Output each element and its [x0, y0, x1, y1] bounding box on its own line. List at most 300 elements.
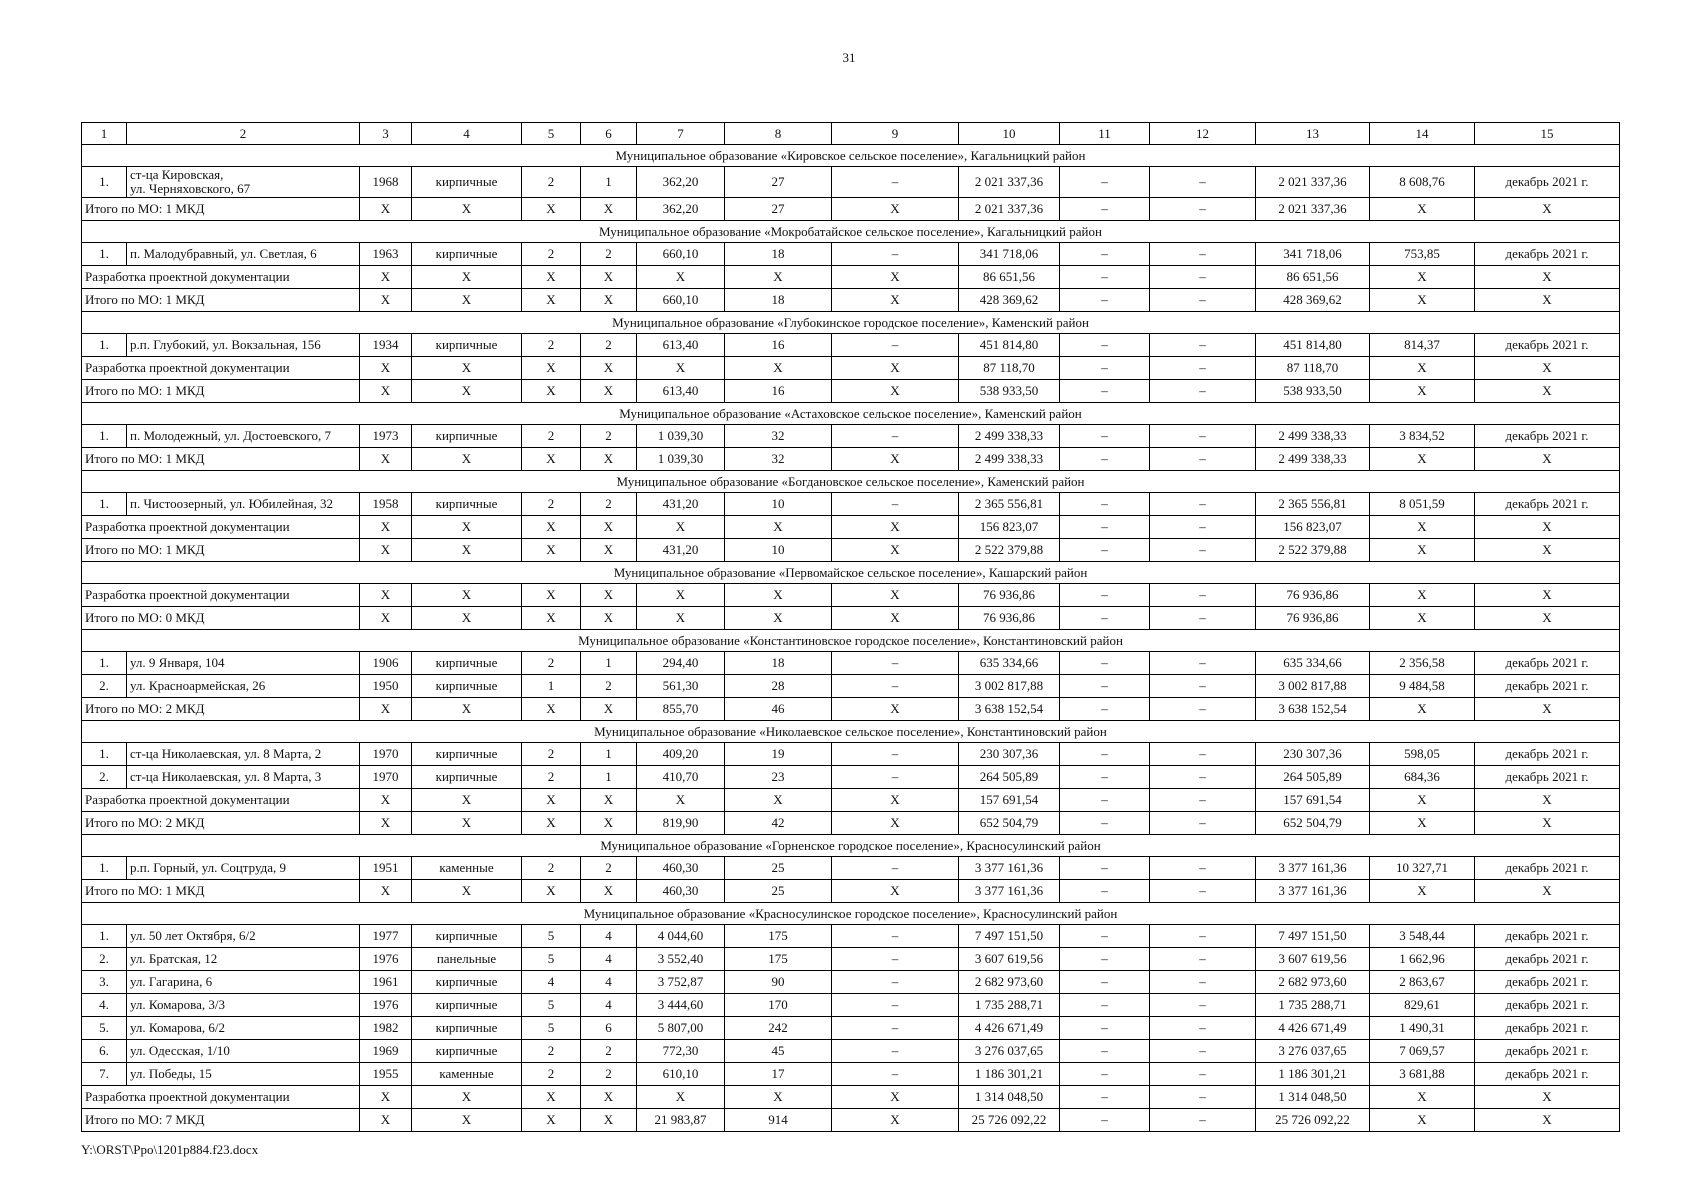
column-number-cell: 12 — [1150, 123, 1256, 145]
table-cell: 242 — [725, 1017, 832, 1040]
table-cell: кирпичные — [412, 925, 522, 948]
column-number-cell: 2 — [127, 123, 360, 145]
table-cell: – — [1060, 698, 1150, 721]
table-cell: – — [1060, 167, 1150, 198]
table-cell: X — [1475, 584, 1620, 607]
column-number-cell: 5 — [522, 123, 581, 145]
summary-row — [82, 266, 1620, 289]
table-cell: 18 — [725, 652, 832, 675]
table-cell: 2 021 337,36 — [959, 167, 1060, 198]
table-cell: 3 377 161,36 — [1256, 857, 1370, 880]
table-cell: – — [1150, 198, 1256, 221]
table-cell: 45 — [725, 1040, 832, 1063]
table-cell: 170 — [725, 994, 832, 1017]
table-cell: 7 497 151,50 — [959, 925, 1060, 948]
row-number: 1. — [82, 167, 127, 198]
table-cell: 613,40 — [637, 334, 725, 357]
table-cell: – — [1060, 584, 1150, 607]
table-cell: 598,05 — [1370, 743, 1475, 766]
table-cell: X — [581, 357, 637, 380]
building-row — [82, 652, 1620, 675]
table-cell: X — [725, 789, 832, 812]
municipality-heading-row — [82, 471, 1620, 493]
table-cell: X — [412, 448, 522, 471]
table-cell: – — [832, 766, 959, 789]
table-cell: 829,61 — [1370, 994, 1475, 1017]
table-cell: 410,70 — [637, 766, 725, 789]
table-cell: 3 552,40 — [637, 948, 725, 971]
summary-label: Разработка проектной документации — [82, 1086, 360, 1109]
table-cell: 2 — [522, 652, 581, 675]
table-cell: X — [581, 289, 637, 312]
table-cell: 1958 — [360, 493, 412, 516]
table-cell: – — [832, 652, 959, 675]
table-cell: X — [725, 1086, 832, 1109]
table-cell: – — [1060, 448, 1150, 471]
table-cell: X — [360, 266, 412, 289]
table-cell: – — [1060, 1040, 1150, 1063]
table-cell: 175 — [725, 948, 832, 971]
column-number-cell: 6 — [581, 123, 637, 145]
table-cell: 230 307,36 — [959, 743, 1060, 766]
table-cell: 32 — [725, 425, 832, 448]
building-row — [82, 334, 1620, 357]
table-cell: – — [1060, 357, 1150, 380]
building-address: ул. 9 Января, 104 — [127, 652, 360, 675]
table-cell: X — [522, 607, 581, 630]
column-number-cell: 14 — [1370, 123, 1475, 145]
table-cell: 18 — [725, 289, 832, 312]
table-cell: X — [581, 448, 637, 471]
table-cell: – — [1150, 971, 1256, 994]
table-cell: X — [522, 880, 581, 903]
row-number: 3. — [82, 971, 127, 994]
table-cell: 87 118,70 — [1256, 357, 1370, 380]
table-cell: X — [637, 357, 725, 380]
table-cell: 1 039,30 — [637, 425, 725, 448]
table-cell: 4 — [581, 994, 637, 1017]
table-cell: X — [360, 880, 412, 903]
table-cell: 5 — [522, 925, 581, 948]
table-cell: X — [412, 266, 522, 289]
table-cell: панельные — [412, 948, 522, 971]
table-cell: X — [360, 448, 412, 471]
table-cell: – — [832, 243, 959, 266]
table-cell: – — [1150, 539, 1256, 562]
summary-label: Итого по МО: 1 МКД — [82, 880, 360, 903]
table-cell: кирпичные — [412, 652, 522, 675]
table-cell: X — [832, 1109, 959, 1132]
table-cell: – — [1150, 925, 1256, 948]
table-cell: 814,37 — [1370, 334, 1475, 357]
table-cell: 2 — [581, 493, 637, 516]
table-cell: 1934 — [360, 334, 412, 357]
table-cell: X — [522, 1086, 581, 1109]
building-address: ул. Комарова, 3/3 — [127, 994, 360, 1017]
table-cell: – — [1060, 1063, 1150, 1086]
table-cell: 753,85 — [1370, 243, 1475, 266]
building-row — [82, 925, 1620, 948]
table-cell: 2 522 379,88 — [959, 539, 1060, 562]
table-cell: X — [522, 812, 581, 835]
table-cell: 16 — [725, 334, 832, 357]
summary-row — [82, 448, 1620, 471]
table-cell: – — [1150, 289, 1256, 312]
table-cell: 2 365 556,81 — [959, 493, 1060, 516]
table-cell: X — [1370, 880, 1475, 903]
municipality-title: Муниципальное образование «Красносулинское городское поселение», Красносулинский район — [82, 903, 1620, 925]
table-cell: 7 069,57 — [1370, 1040, 1475, 1063]
column-number-row — [82, 123, 1620, 145]
building-address: п. Малодубравный, ул. Светлая, 6 — [127, 243, 360, 266]
table-cell: X — [1370, 516, 1475, 539]
table-cell: – — [1060, 925, 1150, 948]
table-cell: 4 044,60 — [637, 925, 725, 948]
table-cell: 2 — [581, 425, 637, 448]
table-cell: X — [360, 812, 412, 835]
summary-label: Итого по МО: 2 МКД — [82, 812, 360, 835]
table-cell: 3 681,88 — [1370, 1063, 1475, 1086]
table-cell: X — [522, 289, 581, 312]
page-number: 31 — [842, 50, 856, 65]
table-cell: X — [360, 289, 412, 312]
table-cell: 3 276 037,65 — [959, 1040, 1060, 1063]
column-number-cell: 4 — [412, 123, 522, 145]
summary-row — [82, 607, 1620, 630]
table-cell: X — [1475, 380, 1620, 403]
table-cell: X — [725, 266, 832, 289]
table-cell: 5 — [522, 994, 581, 1017]
row-number: 1. — [82, 925, 127, 948]
table-cell: X — [832, 448, 959, 471]
table-cell: 2 — [581, 243, 637, 266]
table-cell: X — [581, 1086, 637, 1109]
table-cell: X — [725, 607, 832, 630]
table-cell: – — [1150, 1063, 1256, 1086]
table-cell: 1 — [581, 766, 637, 789]
table-cell: X — [832, 289, 959, 312]
table-cell: кирпичные — [412, 766, 522, 789]
table-cell: 3 548,44 — [1370, 925, 1475, 948]
table-cell: X — [581, 607, 637, 630]
table-cell: X — [832, 880, 959, 903]
table-cell: X — [1370, 289, 1475, 312]
row-number: 2. — [82, 675, 127, 698]
table-cell: декабрь 2021 г. — [1475, 334, 1620, 357]
table-cell: 2 — [522, 743, 581, 766]
table-cell: X — [1370, 539, 1475, 562]
table-cell: 460,30 — [637, 880, 725, 903]
table-cell: 10 327,71 — [1370, 857, 1475, 880]
table-cell: – — [1060, 380, 1150, 403]
table-cell: X — [1370, 198, 1475, 221]
summary-row — [82, 357, 1620, 380]
table-cell: 341 718,06 — [1256, 243, 1370, 266]
building-row — [82, 971, 1620, 994]
table-cell: – — [1060, 243, 1150, 266]
table-cell: – — [1150, 607, 1256, 630]
table-cell: 2 499 338,33 — [959, 425, 1060, 448]
row-number: 6. — [82, 1040, 127, 1063]
row-number: 1. — [82, 334, 127, 357]
table-cell: X — [412, 357, 522, 380]
table-cell: декабрь 2021 г. — [1475, 1040, 1620, 1063]
table-cell: 156 823,07 — [1256, 516, 1370, 539]
table-cell: X — [522, 380, 581, 403]
table-cell: X — [360, 516, 412, 539]
table-cell: – — [1060, 789, 1150, 812]
table-cell: X — [412, 198, 522, 221]
table-cell: X — [1475, 789, 1620, 812]
table-cell: 914 — [725, 1109, 832, 1132]
table-cell: 1951 — [360, 857, 412, 880]
summary-row — [82, 698, 1620, 721]
building-row — [82, 743, 1620, 766]
building-row — [82, 1063, 1620, 1086]
table-cell: 362,20 — [637, 198, 725, 221]
table-cell: 10 — [725, 493, 832, 516]
municipality-title: Муниципальное образование «Константиновское городское поселение», Константиновский район — [82, 630, 1620, 652]
building-row — [82, 1017, 1620, 1040]
table-cell: X — [360, 198, 412, 221]
table-cell: 1982 — [360, 1017, 412, 1040]
summary-row — [82, 1086, 1620, 1109]
table-cell: X — [581, 880, 637, 903]
table-cell: 76 936,86 — [959, 584, 1060, 607]
table-cell: кирпичные — [412, 425, 522, 448]
table-cell: 264 505,89 — [959, 766, 1060, 789]
building-row — [82, 994, 1620, 1017]
table-cell: – — [1060, 743, 1150, 766]
table-cell: – — [1150, 266, 1256, 289]
table-cell: каменные — [412, 857, 522, 880]
row-number: 1. — [82, 857, 127, 880]
table-cell: 25 — [725, 857, 832, 880]
table-cell: 4 426 671,49 — [1256, 1017, 1370, 1040]
table-cell: кирпичные — [412, 994, 522, 1017]
table-cell: 2 522 379,88 — [1256, 539, 1370, 562]
table-cell: 2 — [522, 425, 581, 448]
table-cell: X — [581, 584, 637, 607]
table-cell: декабрь 2021 г. — [1475, 425, 1620, 448]
building-row — [82, 493, 1620, 516]
summary-row — [82, 584, 1620, 607]
table-cell: 1976 — [360, 994, 412, 1017]
table-cell: X — [1475, 357, 1620, 380]
table-cell: 3 377 161,36 — [1256, 880, 1370, 903]
row-number: 1. — [82, 493, 127, 516]
table-cell: кирпичные — [412, 675, 522, 698]
table-cell: – — [832, 925, 959, 948]
table-cell: 3 002 817,88 — [959, 675, 1060, 698]
table-cell: 294,40 — [637, 652, 725, 675]
summary-label: Итого по МО: 7 МКД — [82, 1109, 360, 1132]
table-cell: 2 — [581, 675, 637, 698]
table-cell: 1963 — [360, 243, 412, 266]
table-cell: X — [832, 584, 959, 607]
summary-label: Итого по МО: 0 МКД — [82, 607, 360, 630]
table-cell: 264 505,89 — [1256, 766, 1370, 789]
column-number-cell: 15 — [1475, 123, 1620, 145]
table-cell: 3 377 161,36 — [959, 857, 1060, 880]
table-cell: X — [412, 1086, 522, 1109]
table-cell: X — [360, 380, 412, 403]
table-cell: X — [522, 698, 581, 721]
building-address: п. Молодежный, ул. Достоевского, 7 — [127, 425, 360, 448]
table-cell: 76 936,86 — [959, 607, 1060, 630]
table-cell: – — [832, 1040, 959, 1063]
table-cell: 3 276 037,65 — [1256, 1040, 1370, 1063]
table-cell: 3 638 152,54 — [1256, 698, 1370, 721]
column-number-cell: 3 — [360, 123, 412, 145]
table-cell: X — [637, 1086, 725, 1109]
table-cell: – — [832, 167, 959, 198]
table-cell: 1 735 288,71 — [959, 994, 1060, 1017]
table-cell: X — [1370, 380, 1475, 403]
table-cell: 613,40 — [637, 380, 725, 403]
table-cell: 1 314 048,50 — [1256, 1086, 1370, 1109]
summary-row — [82, 380, 1620, 403]
municipality-heading-row — [82, 562, 1620, 584]
table-cell: X — [725, 357, 832, 380]
table-cell: X — [412, 1109, 522, 1132]
column-number-cell: 8 — [725, 123, 832, 145]
table-cell: 4 — [581, 948, 637, 971]
table-cell: 3 444,60 — [637, 994, 725, 1017]
table-cell: 32 — [725, 448, 832, 471]
table-cell: 362,20 — [637, 167, 725, 198]
table-cell: 25 726 092,22 — [1256, 1109, 1370, 1132]
table-cell: 2 021 337,36 — [1256, 167, 1370, 198]
table-cell: – — [832, 857, 959, 880]
table-cell: 1906 — [360, 652, 412, 675]
table-cell: – — [1150, 493, 1256, 516]
table-cell: X — [637, 584, 725, 607]
table-cell: – — [1060, 766, 1150, 789]
summary-label: Разработка проектной документации — [82, 584, 360, 607]
municipality-title: Муниципальное образование «Горненское городское поселение», Красносулинский район — [82, 835, 1620, 857]
table-cell: X — [581, 1109, 637, 1132]
table-cell: 157 691,54 — [1256, 789, 1370, 812]
municipality-title: Муниципальное образование «Богдановское сельское поселение», Каменский район — [82, 471, 1620, 493]
table-cell: кирпичные — [412, 1017, 522, 1040]
table-cell: 635 334,66 — [1256, 652, 1370, 675]
summary-row — [82, 198, 1620, 221]
municipality-title: Муниципальное образование «Кировское сельское поселение», Кагальницкий район — [82, 145, 1620, 167]
building-row — [82, 1040, 1620, 1063]
table-cell: X — [1370, 1109, 1475, 1132]
table-cell: – — [1150, 698, 1256, 721]
table-cell: – — [832, 1017, 959, 1040]
table-cell: X — [522, 266, 581, 289]
table-cell: 3 607 619,56 — [959, 948, 1060, 971]
table-cell: – — [832, 493, 959, 516]
table-cell: 819,90 — [637, 812, 725, 835]
table-cell: 1 314 048,50 — [959, 1086, 1060, 1109]
table-cell: 76 936,86 — [1256, 607, 1370, 630]
table-cell: – — [1150, 743, 1256, 766]
building-address: ст-ца Николаевская, ул. 8 Марта, 3 — [127, 766, 360, 789]
table-cell: X — [412, 880, 522, 903]
table-cell: X — [360, 607, 412, 630]
table-cell: кирпичные — [412, 243, 522, 266]
building-address: р.п. Глубокий, ул. Вокзальная, 156 — [127, 334, 360, 357]
table-cell: 2 — [522, 1040, 581, 1063]
table-cell: 76 936,86 — [1256, 584, 1370, 607]
table-cell: 1 490,31 — [1370, 1017, 1475, 1040]
table-cell: 1 735 288,71 — [1256, 994, 1370, 1017]
table-cell: 2 — [522, 167, 581, 198]
table-cell: X — [1370, 812, 1475, 835]
row-number: 7. — [82, 1063, 127, 1086]
table-cell: декабрь 2021 г. — [1475, 766, 1620, 789]
table-cell: – — [832, 743, 959, 766]
table-cell: 2 — [522, 857, 581, 880]
table-cell: 2 021 337,36 — [959, 198, 1060, 221]
table-cell: 5 — [522, 1017, 581, 1040]
table-cell: X — [412, 584, 522, 607]
summary-label: Итого по МО: 1 МКД — [82, 539, 360, 562]
table-cell: – — [1060, 1109, 1150, 1132]
table-cell: декабрь 2021 г. — [1475, 167, 1620, 198]
building-row — [82, 675, 1620, 698]
table-cell: X — [522, 789, 581, 812]
table-cell: – — [1060, 289, 1150, 312]
table-cell: 660,10 — [637, 289, 725, 312]
summary-row — [82, 539, 1620, 562]
table-cell: X — [1475, 448, 1620, 471]
summary-label: Разработка проектной документации — [82, 789, 360, 812]
building-address: ул. Одесская, 1/10 — [127, 1040, 360, 1063]
table-cell: – — [1150, 789, 1256, 812]
table-cell: кирпичные — [412, 334, 522, 357]
building-row — [82, 167, 1620, 198]
building-row — [82, 857, 1620, 880]
table-cell: X — [522, 584, 581, 607]
table-cell: кирпичные — [412, 167, 522, 198]
table-cell: – — [1060, 607, 1150, 630]
table-cell: декабрь 2021 г. — [1475, 743, 1620, 766]
table-cell: декабрь 2021 г. — [1475, 1063, 1620, 1086]
column-number-cell: 1 — [82, 123, 127, 145]
table-cell: декабрь 2021 г. — [1475, 243, 1620, 266]
table-cell: – — [1150, 766, 1256, 789]
table-cell: 28 — [725, 675, 832, 698]
table-cell: X — [1475, 1109, 1620, 1132]
municipality-heading-row — [82, 145, 1620, 167]
building-row — [82, 766, 1620, 789]
table-cell: X — [522, 357, 581, 380]
table-cell: 87 118,70 — [959, 357, 1060, 380]
table-cell: X — [832, 789, 959, 812]
table-cell: X — [360, 789, 412, 812]
row-number: 1. — [82, 243, 127, 266]
table-cell: 3 002 817,88 — [1256, 675, 1370, 698]
municipality-heading-row — [82, 403, 1620, 425]
table-cell: 1 — [581, 652, 637, 675]
row-number: 1. — [82, 425, 127, 448]
table-cell: 2 499 338,33 — [1256, 425, 1370, 448]
building-address: п. Чистоозерный, ул. Юбилейная, 32 — [127, 493, 360, 516]
table-cell: 610,10 — [637, 1063, 725, 1086]
table-cell: 1977 — [360, 925, 412, 948]
table-cell: 21 983,87 — [637, 1109, 725, 1132]
municipality-title: Муниципальное образование «Первомайское сельское поселение», Кашарский район — [82, 562, 1620, 584]
table-cell: 1970 — [360, 766, 412, 789]
table-cell: X — [832, 539, 959, 562]
summary-label: Итого по МО: 1 МКД — [82, 380, 360, 403]
column-number-cell: 10 — [959, 123, 1060, 145]
